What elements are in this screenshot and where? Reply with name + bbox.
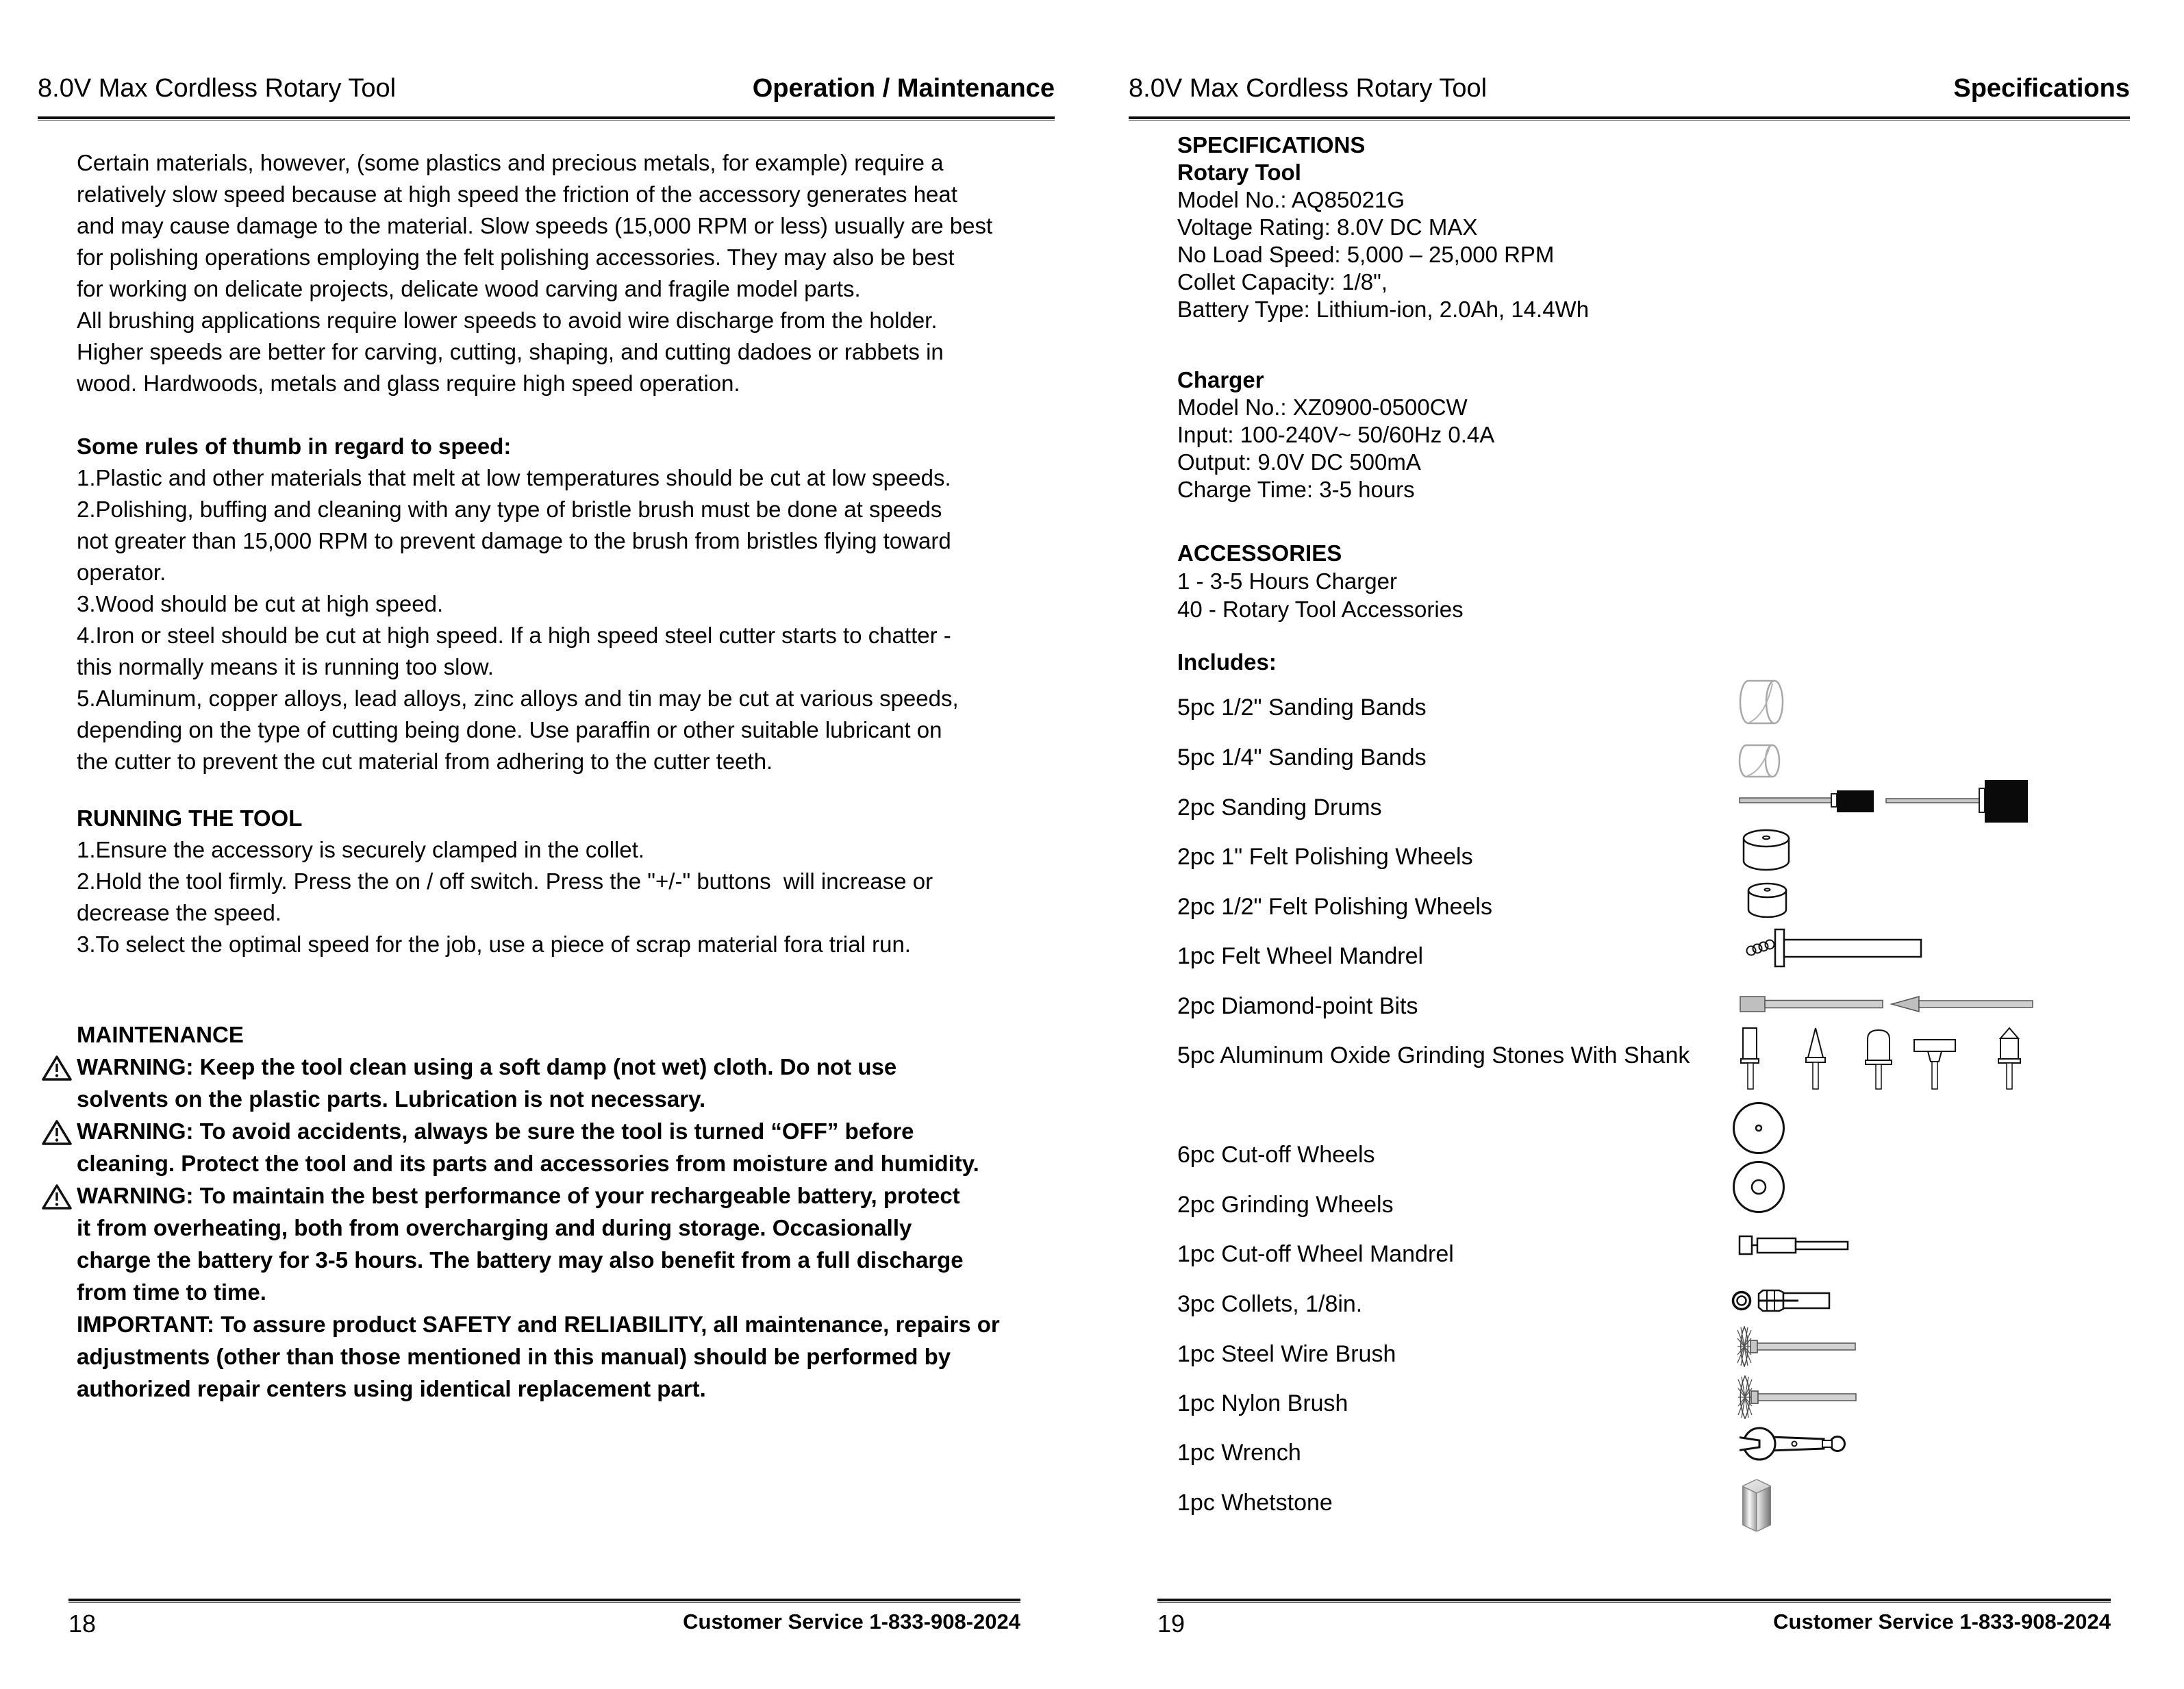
text-line: Certain materials, however, (some plastics and precious metals, for example) require a (77, 150, 944, 175)
specifications-section (1177, 132, 1589, 323)
warning-line: WARNING: Keep the tool clean using a soft damp (not wet) cloth. Do not use (77, 1054, 897, 1079)
text-line: decrease the speed. (77, 900, 282, 925)
spec-line: Model No.: AQ85021G (1177, 187, 1405, 212)
section-heading: MAINTENANCE (77, 1022, 244, 1047)
text-line: 1.Ensure the accessory is securely clamped in the collet. (77, 837, 645, 862)
list-item: 5pc Aluminum Oxide Grinding Stones With Shank (1177, 1042, 1690, 1068)
list-item: 2pc 1/2" Felt Polishing Wheels (1177, 894, 1492, 920)
warning-line: WARNING: To avoid accidents, always be sure the tool is turned “OFF” before (77, 1118, 914, 1144)
grinding-wheel-icon (1732, 1160, 1785, 1214)
sanding-band-small-icon (1738, 744, 1781, 778)
list-item: 1pc Cut-off Wheel Mandrel (1177, 1241, 1454, 1267)
section-heading: RUNNING THE TOOL (77, 805, 303, 831)
text-line: for working on delicate projects, delicate wood carving and fragile model parts. (77, 276, 861, 301)
page-title: 8.0V Max Cordless Rotary Tool (38, 74, 397, 103)
page-title: 8.0V Max Cordless Rotary Tool (1129, 74, 1488, 103)
text-line: 3.Wood should be cut at high speed. (77, 591, 444, 616)
text-line: not greater than 15,000 RPM to prevent damage to the brush from bristles flying toward (77, 528, 951, 553)
text-line: and may cause damage to the material. Slow speeds (15,000 RPM or less) usually are best (77, 213, 993, 238)
grinding-stones-icon (1740, 1027, 2024, 1090)
warning-line: it from overheating, both from overcharging and during storage. Occasionally (77, 1215, 912, 1240)
sanding-band-large-icon (1738, 679, 1784, 725)
charger-section (1177, 366, 1494, 503)
text-line: operator. (77, 560, 166, 585)
text-line: 2.Hold the tool firmly. Press the on / off switch. Press the "+/-" buttons will increase or (77, 868, 933, 894)
page-section-title: Operation / Maintenance (752, 74, 1055, 103)
important-line: IMPORTANT: To assure product SAFETY and RELIABILITY, all maintenance, repairs or (77, 1312, 1000, 1337)
list-item: 5pc 1/2" Sanding Bands (1177, 695, 1427, 721)
spec-line: Voltage Rating: 8.0V DC MAX (1177, 214, 1478, 240)
page-footer (68, 1610, 1020, 1638)
warning-triangle-icon (42, 1054, 72, 1081)
warning-triangle-icon (42, 1183, 72, 1210)
subsection-heading: Charger (1177, 367, 1264, 392)
spec-line: Model No.: XZ0900-0500CW (1177, 395, 1468, 420)
section-heading: SPECIFICATIONS (1177, 132, 1366, 158)
felt-wheel-mandrel-icon (1745, 928, 1923, 968)
text-line: 1.Plastic and other materials that melt at low temperatures should be cut at low speeds. (77, 465, 951, 490)
list-item: 2pc 1" Felt Polishing Wheels (1177, 844, 1473, 870)
text-line: Higher speeds are better for carving, cutting, shaping, and cutting dadoes or rabbets in (77, 339, 944, 364)
header-rule (1129, 116, 2130, 121)
list-item: 1pc Nylon Brush (1177, 1390, 1348, 1416)
diamond-point-bits-icon (1740, 994, 2034, 1014)
felt-wheel-small-icon (1747, 882, 1787, 918)
spec-line: Output: 9.0V DC 500mA (1177, 449, 1421, 475)
spec-line: Charge Time: 3-5 hours (1177, 477, 1415, 502)
nylon-brush-icon (1737, 1375, 1857, 1419)
text-line: the cutter to prevent the cut material from adhering to the cutter teeth. (77, 749, 773, 774)
text-line: 4.Iron or steel should be cut at high speed. If a high speed steel cutter starts to chatter - (77, 623, 951, 648)
list-item: 1pc Steel Wire Brush (1177, 1341, 1396, 1367)
page-right (1092, 0, 2184, 1689)
maintenance-section (77, 1018, 1000, 1405)
spec-line: Collet Capacity: 1/8", (1177, 269, 1388, 295)
list-item: 1pc Whetstone (1177, 1490, 1333, 1516)
text-line: wood. Hardwoods, metals and glass require high speed operation. (77, 371, 740, 396)
subsection-heading: Rotary Tool (1177, 160, 1301, 185)
cutoff-wheel-mandrel-icon (1738, 1235, 1849, 1255)
customer-service-text: Customer Service 1-833-908-2024 (683, 1610, 1020, 1634)
spec-line: Battery Type: Lithium-ion, 2.0Ah, 14.4Wh (1177, 297, 1590, 322)
spec-line: No Load Speed: 5,000 – 25,000 RPM (1177, 242, 1555, 267)
warning-line: cleaning. Protect the tool and its parts and accessories from moisture and humidity. (77, 1151, 979, 1176)
page-section-title: Specifications (1953, 74, 2130, 103)
list-item: 3pc Collets, 1/8in. (1177, 1291, 1363, 1317)
important-line: authorized repair centers using identical replacement part. (77, 1376, 706, 1401)
list-item: 5pc 1/4" Sanding Bands (1177, 745, 1427, 771)
steel-wire-brush-icon (1737, 1326, 1857, 1367)
warning-line: WARNING: To maintain the best performance of your rechargeable battery, protect (77, 1183, 960, 1208)
text-line: 3.To select the optimal speed for the job, use a piece of scrap material fora trial run. (77, 931, 911, 957)
cutoff-wheel-icon (1732, 1101, 1785, 1155)
text-line: depending on the type of cutting being done. Use paraffin or other suitable lubricant on (77, 717, 942, 742)
text-line: for polishing operations employing the felt polishing accessories. They may also be best (77, 245, 955, 270)
collets-icon (1731, 1289, 1831, 1312)
felt-wheel-large-icon (1742, 829, 1790, 874)
text-line: relatively slow speed because at high speed the friction of the accessory generates heat (77, 182, 957, 207)
rules-of-thumb-section (77, 431, 959, 777)
page-header (1129, 74, 2130, 103)
accessory-line: 1 - 3-5 Hours Charger (1177, 568, 1397, 594)
warning-triangle-icon (42, 1118, 72, 1146)
text-line: 5.Aluminum, copper alloys, lead alloys, zinc alloys and tin may be cut at various speeds, (77, 686, 959, 711)
warning-line: charge the battery for 3-5 hours. The battery may also benefit from a full discharge (77, 1247, 964, 1273)
customer-service-text: Customer Service 1-833-908-2024 (1773, 1610, 2111, 1634)
list-item: 1pc Wrench (1177, 1440, 1301, 1466)
section-heading: ACCESSORIES (1177, 540, 1342, 566)
warning-line: solvents on the plastic parts. Lubrication is not necessary. (77, 1086, 706, 1112)
text-line: 2.Polishing, buffing and cleaning with any type of bristle brush must be done at speeds (77, 497, 942, 522)
intro-paragraph (77, 147, 992, 399)
footer-rule (1157, 1599, 2111, 1603)
text-line: this normally means it is running too slow. (77, 654, 494, 679)
section-heading: Some rules of thumb in regard to speed: (77, 434, 512, 459)
running-the-tool-section (77, 803, 933, 960)
page-number: 19 (1157, 1610, 1185, 1638)
warning-line: from time to time. (77, 1279, 266, 1305)
accessories-section (1177, 539, 1464, 623)
includes-heading: Includes: (1177, 649, 1277, 675)
list-item: 2pc Grinding Wheels (1177, 1192, 1394, 1218)
important-line: adjustments (other than those mentioned in this manual) should be performed by (77, 1344, 951, 1369)
page-footer (1157, 1610, 2111, 1638)
footer-rule (68, 1599, 1020, 1603)
list-item: 1pc Felt Wheel Mandrel (1177, 943, 1424, 969)
wrench-icon (1740, 1426, 1847, 1462)
page-number: 18 (68, 1610, 97, 1638)
text-line: All brushing applications require lower speeds to avoid wire discharge from the holder. (77, 308, 938, 333)
list-item: 2pc Sanding Drums (1177, 795, 1382, 821)
accessory-line: 40 - Rotary Tool Accessories (1177, 597, 1464, 622)
spec-line: Input: 100-240V~ 50/60Hz 0.4A (1177, 422, 1495, 447)
list-item: 6pc Cut-off Wheels (1177, 1142, 1375, 1168)
sanding-drums-icon (1738, 779, 2029, 825)
header-rule (38, 116, 1055, 121)
page-header (38, 74, 1055, 103)
list-item: 2pc Diamond-point Bits (1177, 993, 1418, 1019)
whetstone-icon (1742, 1479, 1771, 1531)
